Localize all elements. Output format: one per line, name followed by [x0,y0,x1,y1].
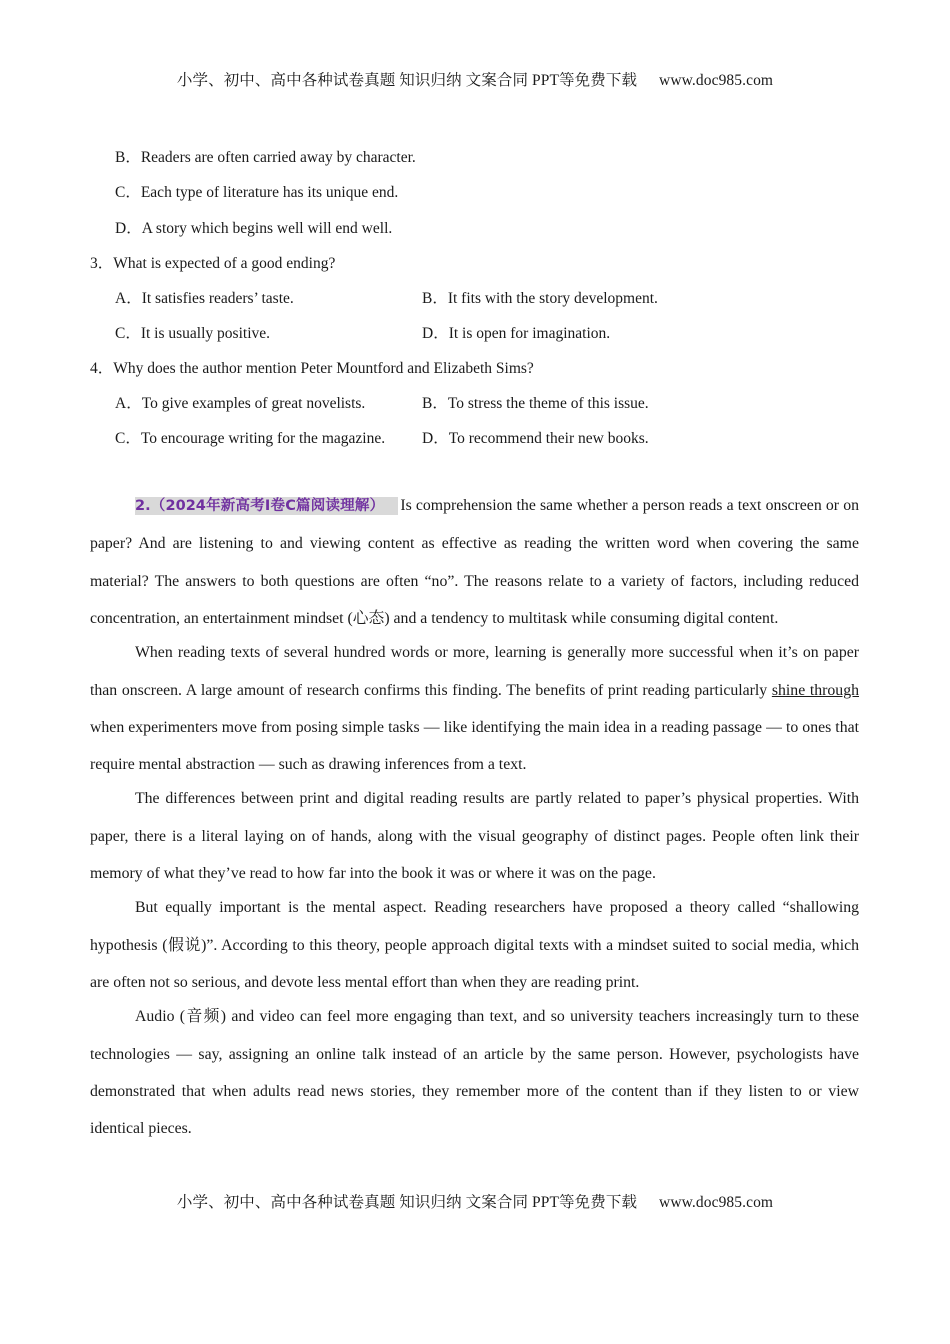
passage-paragraph: The differences between print and digital reading results are partly related to paper’s physical properties. With paper, there is a literal laying on of hands, along with the visual geography of distinct pages. People often link their memory of what they’ve read to how far into the book it was or where it was on the page. [90,790,859,883]
q3-option-b: B．It fits with the story development. [422,290,658,307]
q3-option-a: A．It satisfies readers’ taste. [115,290,294,307]
passage-source-label: 2.（2024年新高考I卷C篇阅读理解） [135,497,398,515]
page-footer [0,1190,950,1212]
underlined-phrase: shine through [771,681,859,699]
q4-option-d: D．To recommend their new books. [422,430,649,447]
header-text: 小学、初中、高中各种试卷真题 知识归纳 文案合同 PPT等免费下载 [176,72,638,89]
q2-option-b: B．Readers are often carried away by character. [115,149,416,166]
q4-option-a: A．To give examples of great novelists. [115,395,366,412]
q3-option-c: C．It is usually positive. [115,325,271,342]
q3-stem: 3．What is expected of a good ending? [90,255,336,272]
footer-url[interactable]: www.doc985.com [659,1194,774,1211]
q4-stem: 4．Why does the author mention Peter Mountford and Elizabeth Sims? [90,360,534,377]
q4-option-b: B．To stress the theme of this issue. [422,395,649,412]
q2-option-d: D．A story which begins well will end well. [115,220,393,237]
passage-paragraph: But equally important is the mental aspect. Reading researchers have proposed a theory called “shallowing hypothesis (假说)”. According to this theory, people approach digital texts with a mindset suited to social media, which are often not so serious, and devote less mental effort than when they are reading print. [90,899,859,992]
q4-option-c: C．To encourage writing for the magazine. [115,430,386,447]
passage-paragraph [90,634,859,784]
passage-paragraph-text: When reading texts of several hundred words or more, learning is generally more successful when it’s on paper than onscreen. A large amount of research confirms this finding. The benefits of print reading particularly [90,644,859,699]
q2-option-c: C．Each type of literature has its unique end. [115,184,399,201]
q3-option-d: D．It is open for imagination. [422,325,611,342]
header-url[interactable]: www.doc985.com [659,72,774,89]
page-header [0,68,950,90]
footer-text: 小学、初中、高中各种试卷真题 知识归纳 文案合同 PPT等免费下载 [176,1194,638,1211]
reading-passage [90,487,859,1144]
passage-paragraph [90,487,859,638]
passage-paragraph: Audio (音频) and video can feel more engaging than text, and so university teachers increasingly turn to these technologies — say, assigning an online talk instead of an article by the same person. However, psychologists have demonstrated that when adults read news stories, they remember more of the content than if they listen to or view identical pieces. [90,1008,859,1138]
passage-paragraph-text: Is comprehension the same whether a person reads a text onscreen or on paper? And are listening to and viewing content as effective as reading the written word when covering the same material? The answers to both questions are often “no”. The reasons relate to a variety of factors, including reduced concentration, an entertainment mindset (心态) and a tendency to multitask while consuming digital content. [90,497,859,628]
passage-paragraph-text: when experimenters move from posing simple tasks — like identifying the main idea in a reading passage — to ones that require mental abstraction — such as drawing inferences from a text. [90,719,859,774]
